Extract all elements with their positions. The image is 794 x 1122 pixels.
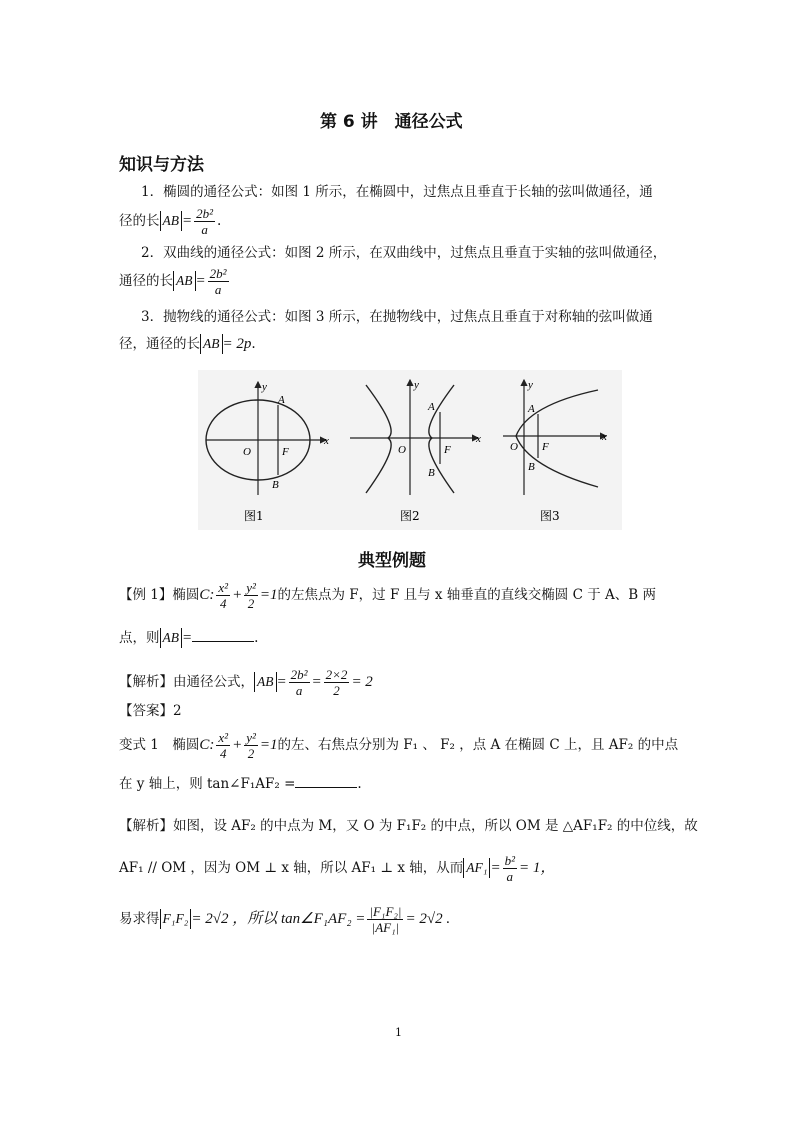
item2-den: a bbox=[214, 282, 222, 297]
section-heading-examples: 典型例题 bbox=[358, 551, 426, 571]
example1-fx-den: 4 bbox=[219, 596, 227, 611]
example1-tag: 【例 1】 bbox=[119, 587, 173, 603]
fig1-x-label: x bbox=[324, 435, 329, 447]
example1-eq1: =1 bbox=[259, 587, 278, 603]
fig3-origin-label: O bbox=[510, 441, 518, 453]
solution2-line3-frac bbox=[367, 904, 403, 935]
fig3-b-label: B bbox=[528, 461, 535, 473]
solution1-den1: a bbox=[295, 683, 303, 698]
item3-pre: 径，通径的长 bbox=[119, 336, 200, 352]
solution2-line3 bbox=[119, 904, 450, 935]
fig3-focus-label: F bbox=[542, 441, 549, 453]
example1-answer-blank[interactable] bbox=[192, 627, 254, 642]
variant1-line2-pre: 在 y 轴上，则 tan∠F₁AF₂ = bbox=[119, 776, 296, 792]
example1-fy-num: y² bbox=[246, 580, 256, 595]
variant1-curve: C bbox=[199, 737, 210, 753]
answer1-value: 2 bbox=[173, 703, 182, 719]
solution2-line3-pre: 易求得 bbox=[119, 911, 160, 927]
solution1-eq: = bbox=[276, 674, 287, 690]
solution2-line1 bbox=[119, 816, 698, 836]
variant1-colon: : bbox=[209, 737, 215, 753]
item2-eq: = bbox=[195, 273, 206, 289]
answer1-tag: 【答案】 bbox=[119, 703, 173, 719]
solution2-line2-num: b² bbox=[504, 853, 515, 868]
solution1-num2: 2×2 bbox=[325, 667, 348, 682]
example1-fy-den: 2 bbox=[247, 596, 255, 611]
solution2-tag: 【解析】 bbox=[119, 818, 173, 834]
item3-end: . bbox=[251, 336, 256, 352]
variant1-fy-den: 2 bbox=[247, 746, 255, 761]
variant1-fy-num: y² bbox=[246, 730, 256, 745]
example1-plus: + bbox=[232, 587, 243, 603]
solution2-line3-den: |AF₁| bbox=[371, 920, 400, 935]
item1-end: . bbox=[217, 213, 222, 229]
item3-ab: AB bbox=[200, 334, 223, 354]
solution1-text: 由通径公式， bbox=[173, 674, 254, 690]
example1-line2-pre: 点，则 bbox=[119, 630, 160, 646]
solution2-line2-eq: = bbox=[490, 860, 501, 876]
example1-frac-x bbox=[216, 580, 230, 611]
fig2-y-label: y bbox=[414, 379, 419, 391]
variant1-line2 bbox=[119, 773, 362, 794]
example1-line2-end: . bbox=[254, 630, 259, 646]
variant1-text1: 椭圆 bbox=[172, 737, 200, 753]
item1-eq: = bbox=[182, 213, 193, 229]
solution2-line3-num: |F₁F₂| bbox=[369, 904, 402, 919]
example1-fx-num: x² bbox=[218, 580, 229, 595]
solution2-line3-end: = 2√2 . bbox=[405, 911, 451, 927]
item1-fraction bbox=[194, 206, 215, 237]
item1-line1: 1．椭圆的通径公式：如图 1 所示，在椭圆中，过焦点且垂直于长轴的弦叫做通径，通 bbox=[141, 184, 653, 200]
variant1-eq1: =1 bbox=[259, 737, 278, 753]
figures-svg bbox=[198, 370, 622, 530]
figures-panel bbox=[198, 370, 622, 530]
variant1-answer-blank[interactable] bbox=[295, 773, 357, 788]
item1-pre: 径的长 bbox=[119, 213, 160, 229]
item1-ab: AB bbox=[160, 211, 183, 231]
solution2-line1-text: 如图，设 AF₂ 的中点为 M，又 O 为 F₁F₂ 的中点，所以 OM 是 △AF₁F₂ 的中位线，故 bbox=[173, 818, 698, 834]
page-number: 1 bbox=[395, 1026, 402, 1039]
fig1-caption: 图1 bbox=[244, 509, 264, 523]
variant1-line1 bbox=[119, 730, 678, 761]
figure3-parabola bbox=[503, 379, 607, 523]
fig1-y-label: y bbox=[262, 381, 267, 393]
solution2-line2 bbox=[119, 853, 555, 884]
answer1-line bbox=[119, 701, 182, 721]
example1-line2-eq: = bbox=[182, 630, 193, 646]
fig3-x-label: x bbox=[602, 431, 607, 443]
fig2-x-label: x bbox=[476, 433, 481, 445]
solution1-den2: 2 bbox=[333, 683, 340, 698]
solution2-line2-abs: AF₁ bbox=[463, 858, 490, 878]
fig2-caption: 图2 bbox=[400, 509, 420, 523]
fig1-b-label: B bbox=[272, 479, 279, 491]
solution1-frac1 bbox=[289, 667, 310, 698]
item2-line2 bbox=[119, 266, 231, 297]
section-heading-methods: 知识与方法 bbox=[119, 155, 204, 175]
item2-ab: AB bbox=[173, 271, 196, 291]
fig2-a-label: A bbox=[428, 401, 435, 413]
solution2-line2-pre: AF₁ // OM ，因为 OM ⊥ x 轴，所以 AF₁ ⊥ x 轴，从而 bbox=[119, 860, 464, 876]
variant1-frac-x bbox=[216, 730, 230, 761]
item2-line1: 2．双曲线的通径公式：如图 2 所示，在双曲线中，过焦点且垂直于实轴的弦叫做通径， bbox=[141, 245, 667, 261]
item2-fraction bbox=[208, 266, 229, 297]
example1-line1 bbox=[119, 580, 656, 611]
item1-den: a bbox=[201, 222, 208, 237]
figure2-hyperbola bbox=[350, 379, 481, 523]
fig2-left-branch bbox=[366, 385, 391, 493]
fig2-b-label: B bbox=[428, 467, 435, 479]
fig1-focus-label: F bbox=[282, 446, 289, 458]
variant1-text2: 的左、右焦点分别为 F₁ 、 F₂ ，点 A 在椭圆 C 上，且 AF₂ 的中点 bbox=[277, 737, 679, 753]
solution1-frac2 bbox=[324, 667, 350, 698]
solution2-line2-frac bbox=[503, 853, 517, 884]
variant1-line2-end: . bbox=[357, 776, 362, 792]
solution1-num1: 2b² bbox=[290, 667, 308, 682]
variant1-tag: 变式 1 bbox=[119, 737, 159, 753]
item2-num: 2b² bbox=[209, 266, 227, 281]
example1-line2 bbox=[119, 627, 258, 648]
item2-pre: 通径的长 bbox=[119, 273, 173, 289]
item1-num: 2b² bbox=[196, 206, 214, 221]
item3-line1: 3．抛物线的通径公式：如图 3 所示，在抛物线中，过焦点且垂直于对称轴的弦叫做通 bbox=[141, 309, 653, 325]
solution1-ab: AB bbox=[254, 672, 277, 692]
variant1-frac-y bbox=[244, 730, 258, 761]
solution1-result: = 2 bbox=[351, 674, 373, 690]
fig1-a-label: A bbox=[278, 394, 285, 406]
solution2-line3-abs: F₁F₂ bbox=[160, 909, 192, 929]
example1-text1: 椭圆 bbox=[172, 587, 200, 603]
solution2-line3-mid: = 2√2 ，所以 tan∠F₁AF₂ = bbox=[191, 911, 366, 927]
solution1-eq2: = bbox=[311, 674, 322, 690]
solution1-line bbox=[119, 667, 373, 698]
item1-line2 bbox=[119, 206, 221, 237]
figure1-ellipse bbox=[206, 381, 329, 523]
example1-frac-y bbox=[244, 580, 258, 611]
page-title: 第 6 讲 通径公式 bbox=[320, 112, 463, 132]
variant1-fx-den: 4 bbox=[219, 746, 227, 761]
example1-ab: AB bbox=[160, 628, 183, 648]
fig2-origin-label: O bbox=[398, 444, 406, 456]
fig3-a-label: A bbox=[528, 403, 535, 415]
solution2-line2-den: a bbox=[506, 869, 514, 884]
fig3-y-label: y bbox=[528, 379, 533, 391]
variant1-plus: + bbox=[232, 737, 243, 753]
example1-curve: C bbox=[199, 587, 210, 603]
fig3-caption: 图3 bbox=[540, 509, 560, 523]
item3-line2 bbox=[119, 334, 256, 354]
fig1-origin-label: O bbox=[243, 446, 251, 458]
example1-colon: : bbox=[209, 587, 215, 603]
solution1-tag: 【解析】 bbox=[119, 674, 173, 690]
example1-text2: 的左焦点为 F，过 F 且与 x 轴垂直的直线交椭圆 C 于 A、B 两 bbox=[277, 587, 656, 603]
solution2-line2-end: = 1， bbox=[518, 860, 556, 876]
variant1-fx-num: x² bbox=[218, 730, 229, 745]
item3-rest: = 2p bbox=[222, 336, 252, 352]
fig2-focus-label: F bbox=[444, 444, 451, 456]
